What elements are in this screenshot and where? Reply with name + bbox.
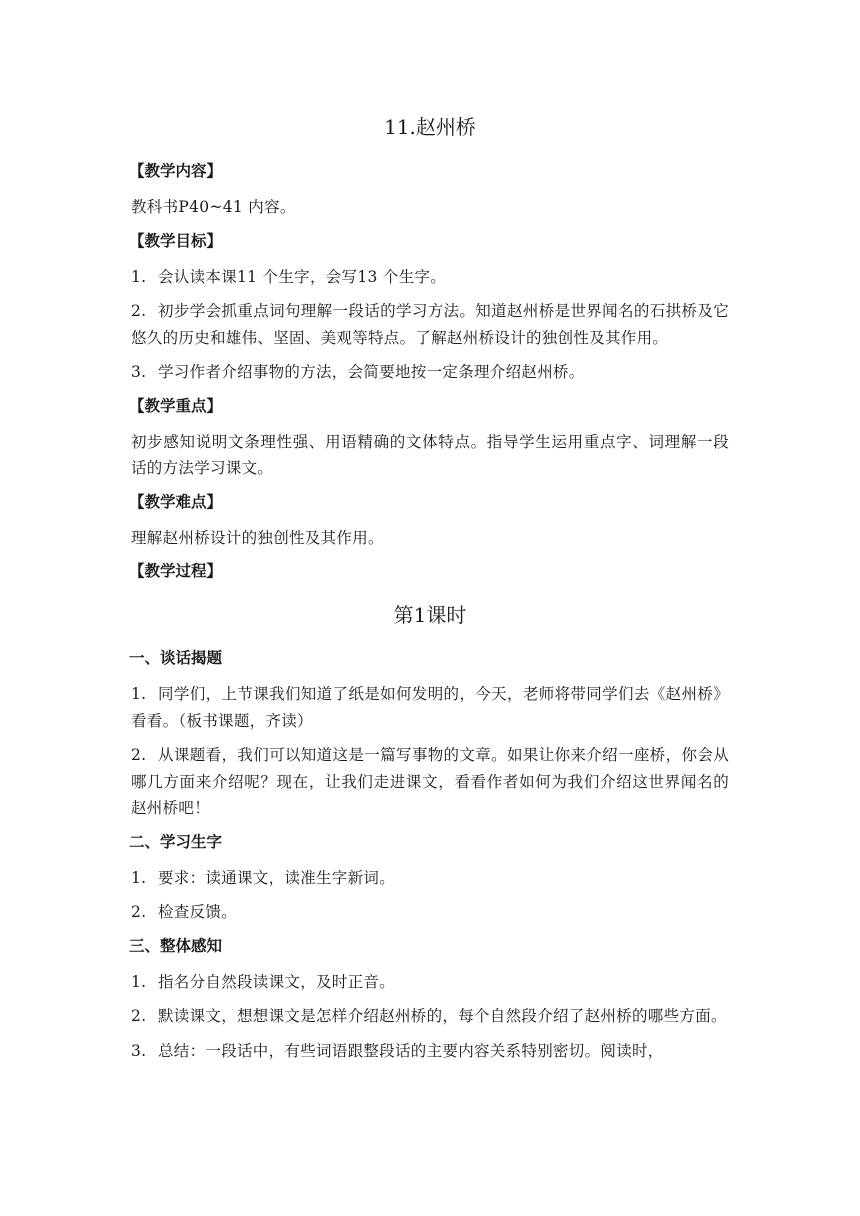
part-item bbox=[131, 969, 729, 996]
part-item bbox=[131, 899, 729, 926]
item-text: 学习作者介绍事物的方法，会简要地按一定条理介绍赵州桥。 bbox=[158, 363, 585, 381]
goal-item bbox=[131, 264, 729, 291]
item-text: 检查反馈。 bbox=[158, 903, 238, 921]
item-number: 2. bbox=[131, 1007, 147, 1025]
part-heading: 二、学习生字 bbox=[129, 832, 223, 851]
item-number: 1. bbox=[131, 868, 147, 887]
item-text: 总结：一段话中，有些词语跟整段话的主要内容关系特别密切。阅读时， bbox=[158, 1041, 664, 1060]
item-number: 3. bbox=[131, 1041, 147, 1060]
key-points-text: 初步感知说明文条理性强、用语精确的文体特点。指导学生运用重点字、词理解一段话的方法学习课文。 bbox=[131, 432, 729, 477]
item-number: 1. bbox=[131, 267, 147, 286]
item-number: 2. bbox=[131, 746, 147, 764]
item-text: 要求：读通课文，读准生字新词。 bbox=[158, 868, 396, 887]
section-heading-goals: 【教学目标】 bbox=[129, 231, 223, 250]
document-page bbox=[131, 112, 729, 1072]
part-heading: 一、谈话揭题 bbox=[129, 649, 223, 667]
section-heading-key-points: 【教学重点】 bbox=[129, 396, 223, 415]
item-number: 1. bbox=[131, 972, 147, 991]
item-number: 2. bbox=[131, 302, 147, 320]
item-text: 默读课文，想想课文是怎样介绍赵州桥的，每个自然段介绍了赵州桥的哪些方面。 bbox=[158, 1007, 727, 1025]
part-item bbox=[131, 1038, 729, 1065]
item-text: 从课题看，我们可以知道这是一篇写事物的文章。如果让你来介绍一座桥，你会从哪几方面来介绍呢？现在，让我们走进课文，看看作者如何为我们介绍这世界闻名的赵州桥吧！ bbox=[131, 746, 729, 817]
section-heading-difficulties: 【教学难点】 bbox=[129, 492, 223, 511]
item-text: 会认读本课11 个生字，会写13 个生字。 bbox=[158, 267, 447, 286]
part-heading: 三、整体感知 bbox=[129, 936, 223, 955]
difficulties-text: 理解赵州桥设计的独创性及其作用。 bbox=[131, 528, 384, 547]
section-heading-process: 【教学过程】 bbox=[129, 562, 223, 580]
section-heading-content: 【教学内容】 bbox=[129, 162, 223, 180]
goal-item bbox=[131, 298, 729, 351]
part-item bbox=[131, 742, 729, 822]
item-text: 同学们，上节课我们知道了纸是如何发明的，今天，老师将带同学们去《赵州桥》看看。（板书课题，齐读） bbox=[131, 685, 729, 730]
part-item bbox=[131, 865, 729, 892]
document-title: 11.赵州桥 bbox=[384, 115, 476, 139]
item-text: 指名分自然段读课文，及时正音。 bbox=[158, 972, 396, 991]
item-number: 2. bbox=[131, 903, 147, 921]
item-text: 初步学会抓重点词句理解一段话的学习方法。知道赵州桥是世界闻名的石拱桥及它悠久的历史和雄伟、坚固、美观等特点。了解赵州桥设计的独创性及其作用。 bbox=[131, 302, 729, 347]
goal-item bbox=[131, 359, 729, 386]
lesson-title: 第1课时 bbox=[393, 603, 467, 627]
part-item bbox=[131, 681, 729, 734]
part-item bbox=[131, 1003, 729, 1030]
item-number: 1. bbox=[131, 685, 147, 703]
content-text: 教科书P40~41 内容。 bbox=[131, 198, 296, 216]
item-number: 3. bbox=[131, 363, 147, 381]
